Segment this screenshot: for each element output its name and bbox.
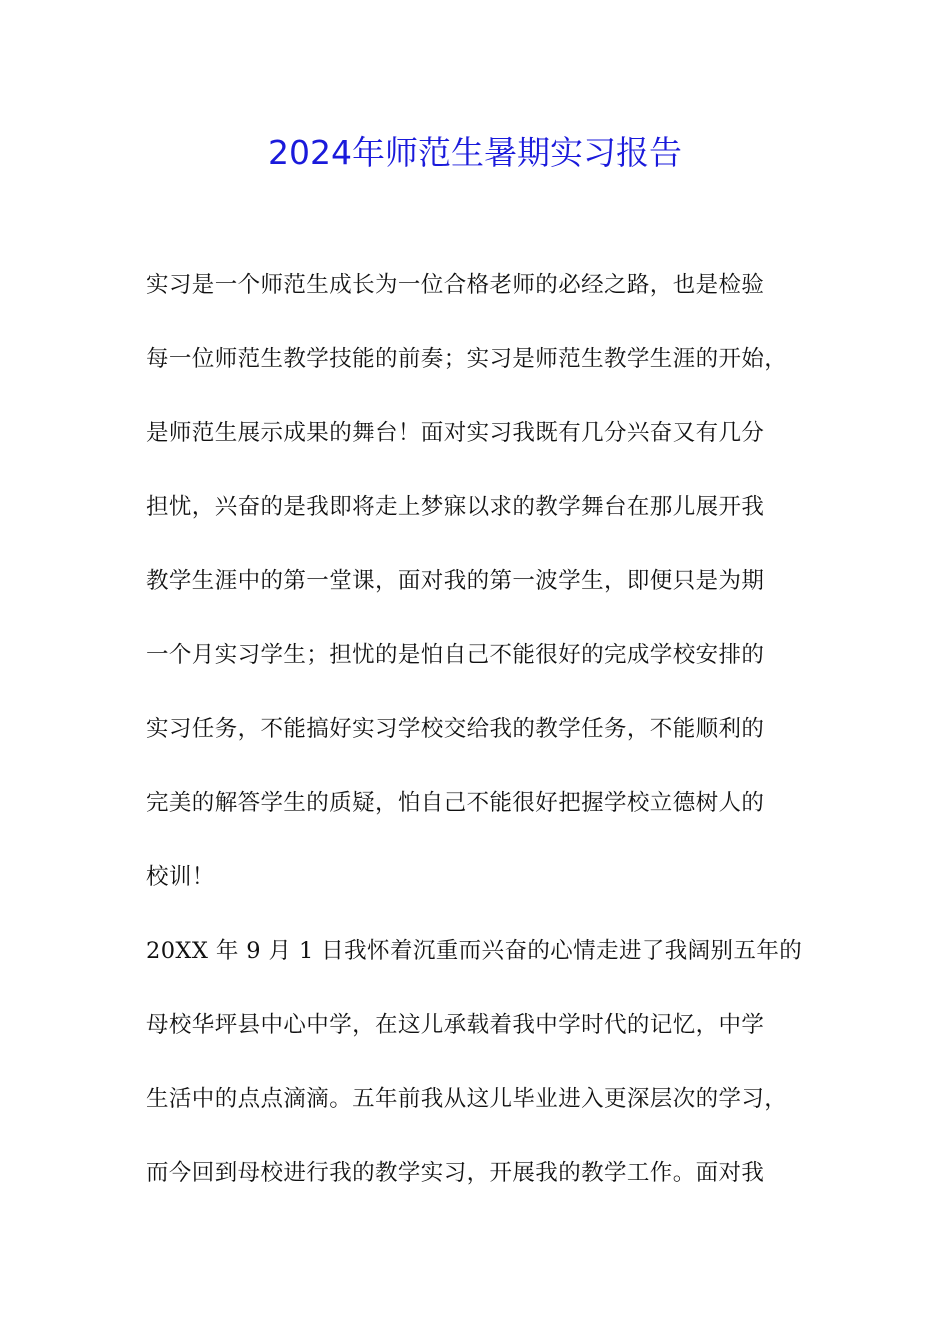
body-line: 校训！ (146, 864, 215, 890)
body-line: 完美的解答学生的质疑，怕自己不能很好把握学校立德树人的 (146, 790, 765, 816)
body-line: 是师范生展示成果的舞台！面对实习我既有几分兴奋又有几分 (146, 420, 765, 446)
document-body (146, 264, 806, 1226)
body-line: 每一位师范生教学技能的前奏；实习是师范生教学生涯的开始， (146, 346, 788, 372)
body-line: 实习任务，不能搞好实习学校交给我的教学任务，不能顺利的 (146, 716, 765, 742)
document-title: 2024年师范生暑期实习报告 (268, 133, 682, 172)
body-line: 教学生涯中的第一堂课，面对我的第一波学生，即便只是为期 (146, 568, 765, 594)
body-line: 生活中的点点滴滴。五年前我从这儿毕业进入更深层次的学习， (146, 1086, 788, 1112)
body-line: 而今回到母校进行我的教学实习，开展我的教学工作。面对我 (146, 1160, 765, 1186)
body-line: 20XX 年 9 月 1 日我怀着沉重而兴奋的心情走进了我阔别五年的 (146, 938, 803, 964)
body-line: 一个月实习学生；担忧的是怕自己不能很好的完成学校安排的 (146, 642, 765, 668)
body-line: 实习是一个师范生成长为一位合格老师的必经之路，也是检验 (146, 272, 765, 298)
body-line: 担忧，兴奋的是我即将走上梦寐以求的教学舞台在那儿展开我 (146, 494, 765, 520)
body-line: 母校华坪县中心中学，在这儿承载着我中学时代的记忆，中学 (146, 1012, 765, 1038)
